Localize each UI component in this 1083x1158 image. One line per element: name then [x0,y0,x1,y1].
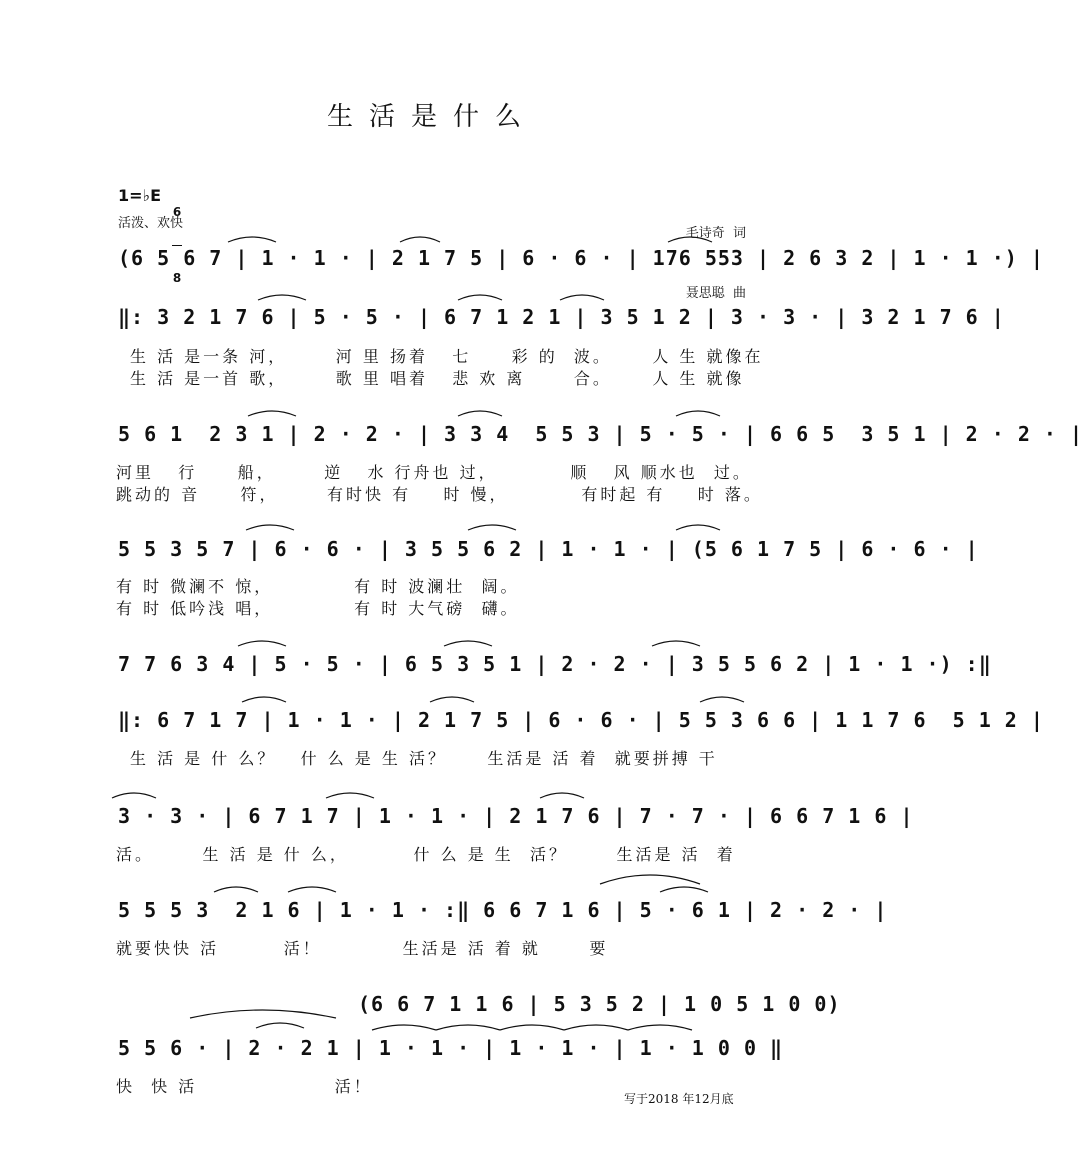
tie [564,1025,628,1030]
score-title: 生活是什么 [326,102,537,132]
staff-8-lyric: 就要快快 活 活！ 生活是 活 着 就 要 [116,939,609,958]
tie [540,793,584,798]
tie [242,697,286,702]
staff-1-notes: (6 5 6 7 | 1 · 1 · | 2 1 7 5 | 6 · 6 · | 176 553 | 2 6 3 2 | 1 · 1 ·) | [118,246,1044,270]
tie [600,875,700,884]
staff-3-notes: 5 6 1 2 3 1 | 2 · 2 · | 3 3 4 5 5 3 | 5 · 5 · | 6 6 5 3 5 1 | 2 · 2 · | [118,422,1083,446]
tie [676,411,720,416]
staff-6-lyric: 生 活 是 什 么？ 什 么 是 生 活？ 生活是 活 着 就要拼搏 干 [130,749,718,768]
staff-3-lyric-verse-2: 跳动的 音 符， 有时快 有 时 慢， 有时起 有 时 落。 [116,485,763,504]
staff-7-lyric: 活。 生 活 是 什 么， 什 么 是 生 活？ 生活是 活 着 [116,845,736,864]
tempo-marking: 活泼、欢快 [118,216,184,231]
key-signature: 1=♭E [118,186,162,205]
tie [214,887,258,892]
staff-2-lyric-verse-1: 生 活 是一条 河， 河 里 扬着 七 彩 的 波。 人 生 就像在 [130,347,764,366]
staff-5-notes: 7 7 6 3 4 | 5 · 5 · | 6 5 3 5 1 | 2 · 2 · | 3 5 5 6 2 | 1 · 1 ·) :‖ [118,652,992,676]
tie [500,1025,564,1030]
staff-7-notes: 3 · 3 · | 6 7 1 7 | 1 · 1 · | 2 1 7 6 | 7 · 7 · | 6 6 7 1 6 | [118,804,914,828]
staff-8-notes: 5 5 5 3 2 1 6 | 1 · 1 · :‖ 6 6 7 1 6 | 5 · 6 1 | 2 · 2 · | [118,898,888,922]
tie [430,697,474,702]
staff-2-notes: ‖: 3 2 1 7 6 | 5 · 5 · | 6 7 1 2 1 | 3 5 1 2 | 3 · 3 · | 3 2 1 7 6 | [118,305,1005,329]
time-signature-denominator: 8 [172,271,182,285]
tie [468,525,516,530]
tie [560,295,604,300]
tie [700,697,744,702]
tie [400,237,440,242]
staff-4-notes: 5 5 3 5 7 | 6 · 6 · | 3 5 5 6 2 | 1 · 1 · | (5 6 1 7 5 | 6 · 6 · | [118,537,979,561]
tie [248,411,296,416]
date-footnote: 写于2018 年12月底 [624,1092,734,1106]
staff-4-lyric-verse-1: 有 时 微澜不 惊， 有 时 波澜壮 阔。 [116,577,520,596]
tie [190,1010,336,1018]
staff-10-lyric: 快 快 活 活！ [116,1077,373,1096]
tie [652,641,700,646]
tie [628,1025,692,1030]
staff-6-notes: ‖: 6 7 1 7 | 1 · 1 · | 2 1 7 5 | 6 · 6 · | 5 5 3 6 6 | 1 1 7 6 5 1 2 | [118,708,1044,732]
composer-credit: 聂思聪 曲 [685,286,746,301]
tie [238,641,286,646]
tie [668,237,712,242]
tie [112,793,156,798]
tie [436,1025,500,1030]
time-signature-numerator: 6 [172,205,182,219]
staff-10-notes: 5 5 6 · | 2 · 2 1 | 1 · 1 · | 1 · 1 · | 1 · 1 0 0 ‖ [118,1036,784,1060]
tie [458,411,502,416]
staff-9-notes: (6 6 7 1 1 6 | 5 3 5 2 | 1 0 5 1 0 0) [358,992,841,1016]
tie [256,1023,304,1028]
tie [372,1025,436,1030]
tie [228,237,276,242]
tie [660,887,708,892]
lyricist-credit: 毛诗奇 词 [685,226,746,241]
staff-3-lyric-verse-1: 河里 行 船， 逆 水 行舟也 过， 顺 风 顺水也 过。 [116,463,752,482]
tie [258,295,306,300]
tie [458,295,502,300]
tie [676,525,720,530]
tie [246,525,294,530]
staff-2-lyric-verse-2: 生 活 是一首 歌， 歌 里 唱着 悲 欢 离 合。 人 生 就像 [130,369,745,388]
tie [444,641,492,646]
staff-4-lyric-verse-2: 有 时 低吟浅 唱， 有 时 大气磅 礴。 [116,599,520,618]
tie [288,887,336,892]
tie [326,793,374,798]
